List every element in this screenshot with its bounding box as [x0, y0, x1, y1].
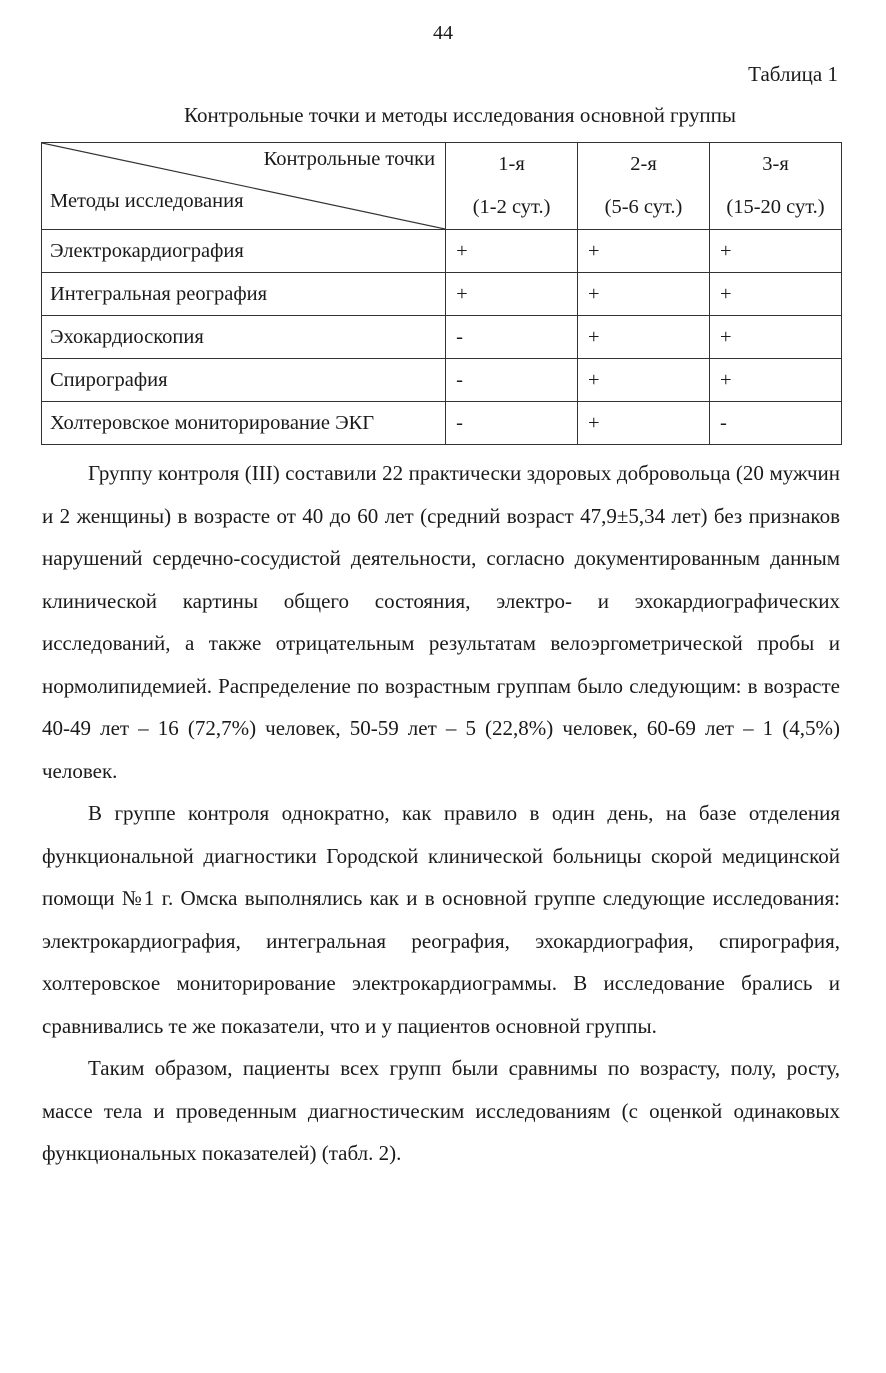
corner-label-methods: Методы исследования	[50, 190, 244, 212]
paragraph-conclusion: Таким образом, пациенты всех групп были сравнимы по возрасту, полу, росту, массе тела и проведенным диагностическим исследованиям (с оценкой одинаковых функциональных показателей) (табл. 2).	[42, 1056, 840, 1165]
page-number: 44	[433, 22, 453, 44]
column-header-period: (15-20 сут.)	[726, 196, 825, 218]
table-row	[42, 273, 842, 316]
column-header-name: 3-я	[762, 153, 789, 175]
diagonal-header-cell	[42, 143, 446, 230]
mark-cell: -	[446, 316, 578, 359]
column-header-name: 1-я	[498, 153, 525, 175]
paragraph-methods: В группе контроля однократно, как правило в один день, на базе отделения функциональной диагностики Городской клинической больницы скорой медицинской помощи №1 г. Омска выполнялись как и в основной группе следующие исследования: электрокардиография, интегральная реография, эхокардиография, спирография, холтеровское мониторирование электрокардиограммы. В исследование брались и сравнивались те же показатели, что и у пациентов основной группы.	[42, 801, 840, 1038]
table-row	[42, 230, 842, 273]
mark-cell: +	[578, 316, 710, 359]
mark-cell: +	[710, 316, 842, 359]
mark-cell: +	[446, 273, 578, 316]
control-points-table	[41, 142, 842, 445]
mark-cell: +	[578, 230, 710, 273]
mark-cell: +	[710, 359, 842, 402]
mark-cell: -	[446, 359, 578, 402]
table-label: Таблица 1	[748, 62, 838, 86]
table-row	[42, 316, 842, 359]
mark-cell: +	[578, 402, 710, 445]
method-cell: Электрокардиография	[42, 230, 446, 273]
mark-cell: +	[446, 230, 578, 273]
mark-cell: +	[578, 273, 710, 316]
table-row	[42, 402, 842, 445]
method-cell: Спирография	[42, 359, 446, 402]
mark-cell: +	[710, 273, 842, 316]
column-header-period: (5-6 сут.)	[604, 196, 683, 218]
table-title: Контрольные точки и методы исследования основной группы	[184, 103, 736, 127]
paragraph-control-group: Группу контроля (III) составили 22 практически здоровых добровольца (20 мужчин и 2 женщины) в возрасте от 40 до 60 лет (средний возраст 47,9±5,34 лет) без признаков нарушений сердечно-сосудистой деятельности, согласно документированным данным клинической картины общего состояния, электро- и эхокардиографических исследований, а также отрицательным результатам велоэргометрической пробы и нормолипидемией. Распределение по возрастным группам было следующим: в возрасте 40-49 лет – 16 (72,7%) человек, 50-59 лет – 5 (22,8%) человек, 60-69 лет – 1 (4,5%) человек.	[42, 461, 840, 783]
column-header-period: (1-2 сут.)	[472, 196, 551, 218]
mark-cell: -	[446, 402, 578, 445]
method-cell: Интегральная реография	[42, 273, 446, 316]
table-header-row	[42, 143, 842, 230]
mark-cell: +	[578, 359, 710, 402]
table-row	[42, 359, 842, 402]
mark-cell: +	[710, 230, 842, 273]
column-header-1	[446, 143, 578, 230]
mark-cell: -	[710, 402, 842, 445]
body-text	[42, 452, 840, 1175]
column-header-2	[578, 143, 710, 230]
method-cell: Эхокардиоскопия	[42, 316, 446, 359]
column-header-name: 2-я	[630, 153, 657, 175]
corner-label-control-points: Контрольные точки	[263, 148, 436, 170]
method-cell: Холтеровское мониторирование ЭКГ	[42, 402, 446, 445]
column-header-3	[710, 143, 842, 230]
